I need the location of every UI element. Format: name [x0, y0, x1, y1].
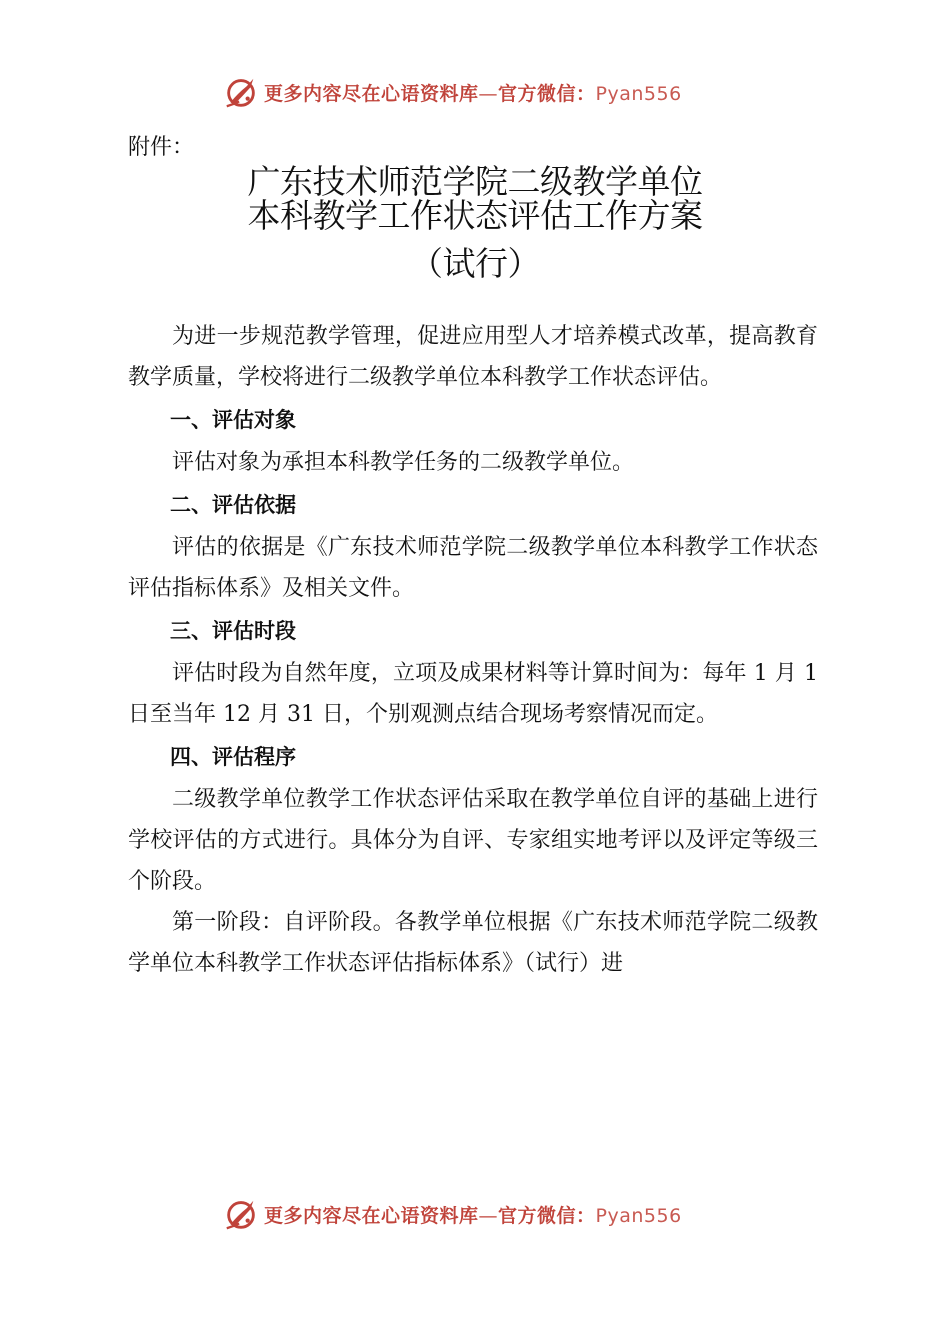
watermark-text: 更多内容尽在心语资料库—官方微信：Pyan556	[264, 1204, 682, 1227]
section-text-2: 评估的依据是《广东技术师范学院二级教学单位本科教学工作状态评估指标体系》及相关文件。	[128, 535, 818, 601]
document-title-line2: 本科教学工作状态评估工作方案	[247, 196, 703, 235]
section-heading-1: 一、评估对象	[170, 408, 296, 432]
document-body	[128, 316, 818, 984]
pen-scroll-logo-icon	[222, 73, 260, 111]
section-heading-2: 二、评估依据	[170, 493, 296, 517]
section-text-1: 评估对象为承担本科教学任务的二级教学单位。	[172, 450, 635, 475]
watermark-header	[222, 72, 682, 112]
section-text-4a: 二级教学单位教学工作状态评估采取在教学单位自评的基础上进行学校评估的方式进行。具体分为自评、专家组实地考评以及评定等级三个阶段。	[128, 787, 818, 894]
watermark-footer	[222, 1194, 682, 1234]
document-title-trial: （试行）	[410, 244, 540, 283]
section-text-3: 评估时段为自然年度，立项及成果材料等计算时间为：每年 1 月 1 日至当年 12 月 31 日，个别观测点结合现场考察情况而定。	[128, 661, 818, 727]
watermark-text: 更多内容尽在心语资料库—官方微信：Pyan556	[264, 82, 682, 105]
intro-paragraph: 为进一步规范教学管理，促进应用型人才培养模式改革，提高教育教学质量，学校将进行二级教学单位本科教学工作状态评估。	[128, 324, 818, 390]
section-heading-3: 三、评估时段	[170, 619, 296, 643]
section-heading-4: 四、评估程序	[170, 745, 296, 769]
pen-scroll-logo-icon	[222, 1195, 260, 1233]
section-text-4b: 第一阶段：自评阶段。各教学单位根据《广东技术师范学院二级教学单位本科教学工作状态评估指标体系》（试行）进	[128, 910, 818, 976]
document-title-line1: 广东技术师范学院二级教学单位	[247, 162, 703, 201]
attachment-label: 附件：	[128, 135, 195, 160]
